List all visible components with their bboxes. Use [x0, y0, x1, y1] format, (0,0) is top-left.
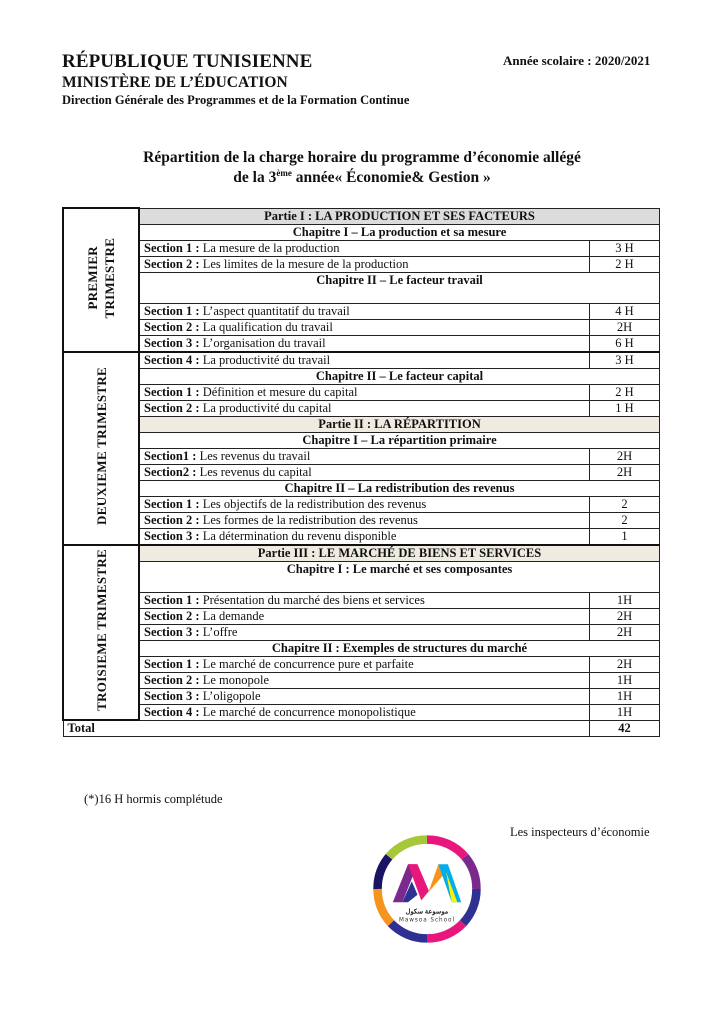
- chapitre-row: [63, 224, 660, 240]
- section-title-cell: [139, 400, 590, 416]
- section-text: Le marché de concurrence monopolistique: [199, 704, 416, 719]
- section-text: Les revenus du travail: [196, 448, 311, 463]
- hours-cell: 2H: [590, 319, 660, 335]
- school-year: Année scolaire : 2020/2021: [503, 53, 651, 68]
- total-label: Total: [63, 720, 590, 737]
- chapitre-heading: Chapitre I – La répartition primaire: [139, 432, 660, 448]
- section-label: Section 3 :: [144, 528, 200, 543]
- section-title-cell: [139, 624, 590, 640]
- section-label: Section 1 :: [144, 656, 200, 671]
- section-text: Le marché de concurrence pure et parfaite: [199, 656, 414, 671]
- section-title-cell: [139, 464, 590, 480]
- section-row: [63, 335, 660, 352]
- section-title-cell: [139, 448, 590, 464]
- section-text: La mesure de la production: [199, 240, 340, 255]
- chapitre-row: [63, 561, 660, 592]
- hours-cell: 3 H: [590, 240, 660, 256]
- hours-cell: 2H: [590, 448, 660, 464]
- section-label: Section 2 :: [144, 608, 200, 623]
- section-text: L’oligopole: [199, 688, 261, 703]
- section-title-cell: [139, 319, 590, 335]
- section-label: Section 2 :: [144, 400, 200, 415]
- section-text: Présentation du marché des biens et services: [199, 592, 425, 607]
- chapitre-row: [63, 272, 660, 303]
- trimester-label: PREMIER TRIMESTRE: [85, 237, 117, 319]
- section-row: [63, 256, 660, 272]
- section-row: [63, 448, 660, 464]
- chapitre-heading: Chapitre I – La production et sa mesure: [139, 224, 660, 240]
- document-subtitle: [60, 168, 664, 187]
- section-row: [63, 496, 660, 512]
- section-title-cell: [139, 672, 590, 688]
- section-label: Section 2 :: [144, 319, 200, 334]
- section-label: Section2 :: [144, 464, 197, 479]
- section-text: Le monopole: [199, 672, 269, 687]
- section-text: L’organisation du travail: [199, 335, 326, 350]
- section-title-cell: [139, 656, 590, 672]
- partie-row: [63, 208, 660, 224]
- section-text: Définition et mesure du capital: [199, 384, 358, 399]
- section-title-cell: [139, 352, 590, 369]
- section-label: Section 1 :: [144, 496, 200, 511]
- section-row: [63, 592, 660, 608]
- section-title-cell: [139, 688, 590, 704]
- logo-m-letter: [393, 864, 461, 902]
- trimester-label: DEUXIEME TRIMESTRE: [93, 367, 109, 525]
- logo-latin-text: Mawsoa School: [398, 917, 456, 924]
- section-row: [63, 672, 660, 688]
- trimester-cell: [63, 352, 139, 545]
- section-label: Section 1 :: [144, 592, 200, 607]
- hours-cell: 3 H: [590, 352, 660, 369]
- section-title-cell: [139, 704, 590, 720]
- hours-cell: 2H: [590, 656, 660, 672]
- section-title-cell: [139, 592, 590, 608]
- document-title: Répartition de la charge horaire du programme d’économie allégé: [143, 149, 581, 166]
- subtitle-sup: ème: [276, 168, 292, 178]
- section-row: [63, 352, 660, 369]
- section-label: Section 1 :: [144, 240, 200, 255]
- hours-cell: 2H: [590, 464, 660, 480]
- signature: Les inspecteurs d’économie: [510, 825, 650, 839]
- section-label: Section 1 :: [144, 303, 200, 318]
- section-row: [63, 704, 660, 720]
- partie-row: [63, 416, 660, 432]
- chapitre-row: [63, 368, 660, 384]
- section-label: Section 4 :: [144, 352, 200, 367]
- section-text: L’offre: [199, 624, 238, 639]
- section-label: Section 2 :: [144, 512, 200, 527]
- section-label: Section 1 :: [144, 384, 200, 399]
- partie-row: [63, 545, 660, 562]
- trimester-label: TROISIEME TRIMESTRE: [93, 549, 109, 712]
- section-row: [63, 656, 660, 672]
- section-title-cell: [139, 335, 590, 352]
- hours-cell: 1: [590, 528, 660, 545]
- total-row: [63, 720, 660, 737]
- section-text: L’aspect quantitatif du travail: [199, 303, 350, 318]
- hours-cell: 1 H: [590, 400, 660, 416]
- chapitre-row: [63, 480, 660, 496]
- section-title-cell: [139, 303, 590, 319]
- hours-cell: 2: [590, 496, 660, 512]
- partie-heading: Partie II : LA RÉPARTITION: [139, 416, 660, 432]
- hours-cell: 2 H: [590, 256, 660, 272]
- section-text: La détermination du revenu disponible: [199, 528, 397, 543]
- section-label: Section 2 :: [144, 256, 200, 271]
- hours-cell: 2H: [590, 624, 660, 640]
- section-title-cell: [139, 512, 590, 528]
- hours-cell: 2 H: [590, 384, 660, 400]
- hours-cell: 6 H: [590, 335, 660, 352]
- section-row: [63, 624, 660, 640]
- ministry-heading: MINISTÈRE DE L’ÉDUCATION: [62, 74, 288, 91]
- section-label: Section 3 :: [144, 624, 200, 639]
- hours-cell: 1H: [590, 688, 660, 704]
- trimester-cell: [63, 545, 139, 721]
- section-text: Les limites de la mesure de la production: [199, 256, 409, 271]
- section-title-cell: [139, 240, 590, 256]
- section-text: La productivité du travail: [199, 352, 331, 367]
- footnote: (*)16 H hormis complétude: [84, 792, 223, 806]
- section-text: La qualification du travail: [199, 319, 333, 334]
- subtitle-suffix: année« Économie& Gestion »: [291, 169, 491, 186]
- chapitre-heading: Chapitre II : Exemples de structures du marché: [139, 640, 660, 656]
- section-row: [63, 688, 660, 704]
- logo-arabic-text: موسوعة سكول: [405, 908, 449, 916]
- section-row: [63, 384, 660, 400]
- hours-cell: 4 H: [590, 303, 660, 319]
- section-row: [63, 319, 660, 335]
- partie-heading: Partie III : LE MARCHÉ DE BIENS ET SERVICES: [139, 545, 660, 562]
- section-row: [63, 240, 660, 256]
- hours-cell: 1H: [590, 672, 660, 688]
- section-row: [63, 528, 660, 545]
- section-row: [63, 400, 660, 416]
- section-label: Section1 :: [144, 448, 197, 463]
- chapitre-row: [63, 432, 660, 448]
- mawsoa-school-logo: [370, 832, 484, 946]
- program-table: [62, 207, 660, 737]
- chapitre-heading: Chapitre II – Le facteur capital: [139, 368, 660, 384]
- hours-cell: 1H: [590, 704, 660, 720]
- section-row: [63, 464, 660, 480]
- section-label: Section 4 :: [144, 704, 200, 719]
- section-title-cell: [139, 384, 590, 400]
- hours-cell: 1H: [590, 592, 660, 608]
- total-value: 42: [590, 720, 660, 737]
- direction-heading: Direction Générale des Programmes et de la Formation Continue: [62, 93, 410, 107]
- chapitre-heading: Chapitre II – La redistribution des revenus: [139, 480, 660, 496]
- chapitre-heading: Chapitre I : Le marché et ses composantes: [139, 561, 660, 592]
- section-title-cell: [139, 528, 590, 545]
- section-title-cell: [139, 608, 590, 624]
- subtitle-prefix: de la 3: [233, 169, 277, 186]
- section-row: [63, 303, 660, 319]
- chapitre-heading: Chapitre II – Le facteur travail: [139, 272, 660, 303]
- section-text: Les revenus du capital: [196, 464, 312, 479]
- section-title-cell: [139, 496, 590, 512]
- section-label: Section 2 :: [144, 672, 200, 687]
- partie-heading: Partie I : LA PRODUCTION ET SES FACTEURS: [139, 208, 660, 224]
- section-label: Section 3 :: [144, 688, 200, 703]
- chapitre-row: [63, 640, 660, 656]
- hours-cell: 2: [590, 512, 660, 528]
- country-heading: RÉPUBLIQUE TUNISIENNE: [62, 51, 313, 72]
- trimester-cell: [63, 208, 139, 352]
- section-row: [63, 608, 660, 624]
- section-text: Les objectifs de la redistribution des revenus: [199, 496, 427, 511]
- section-text: La demande: [199, 608, 265, 623]
- section-text: La productivité du capital: [199, 400, 332, 415]
- section-row: [63, 512, 660, 528]
- section-label: Section 3 :: [144, 335, 200, 350]
- section-text: Les formes de la redistribution des revenus: [199, 512, 418, 527]
- hours-cell: 2H: [590, 608, 660, 624]
- section-title-cell: [139, 256, 590, 272]
